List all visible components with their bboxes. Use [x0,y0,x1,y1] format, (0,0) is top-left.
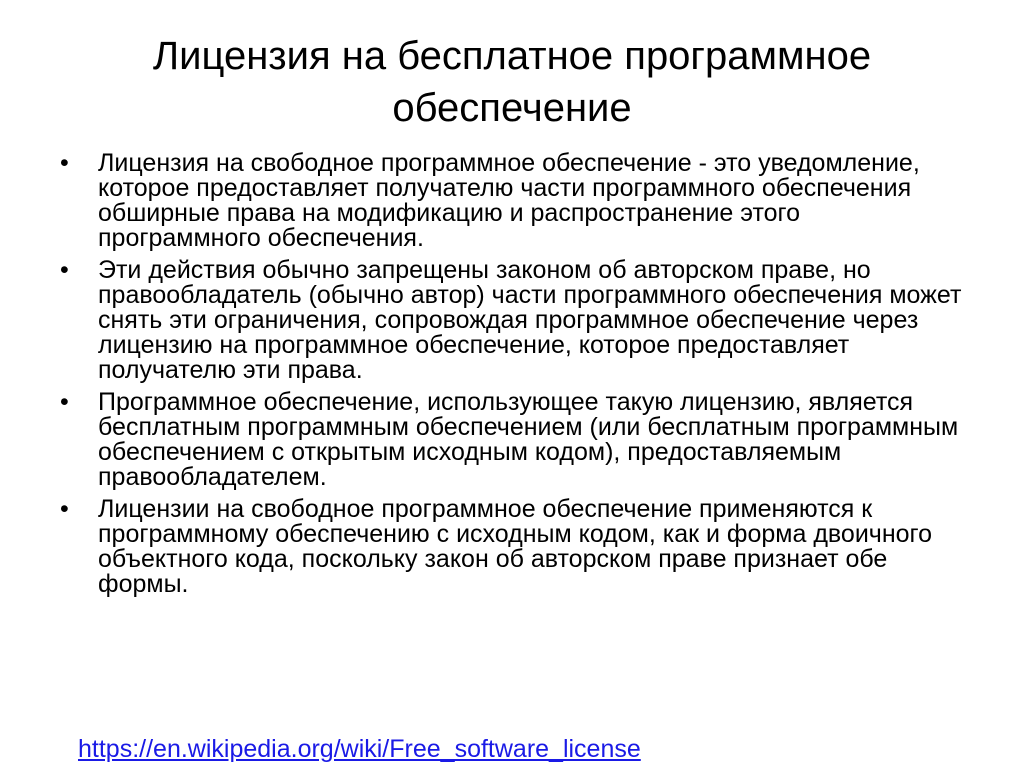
bullet-icon: • [60,256,69,284]
bullet-icon: • [60,495,69,523]
bullet-text: Программное обеспечение, использующее такую лицензию, является бесплатным программным обеспечением (или бесплатным программным обеспечением с открытым исходным кодом), предоставляемым правообладателем. [98,388,959,491]
bullet-text: Лицензия на свободное программное обеспечение - это уведомление, которое предоставляет получателю части программного обеспечения обширные права на модификацию и распространение этого программного обеспечения. [98,149,920,252]
bullet-icon: • [60,388,69,416]
bullet-item-4 [60,497,965,597]
bullet-item-2 [60,258,965,383]
bullet-list [60,151,965,604]
bullet-item-3 [60,390,965,490]
bullet-text: Эти действия обычно запрещены законом об авторском праве, но правообладатель (обычно автор) части программного обеспечения может снять эти ограничения, сопровождая программное обеспечение через лицензию на программное обеспечение, которое предоставляет получателю эти права. [98,256,962,384]
bullet-icon: • [60,149,69,177]
source-link[interactable]: https://en.wikipedia.org/wiki/Free_software_license [78,735,641,763]
slide-title: Лицензия на бесплатное программное обеспечение [152,34,872,130]
bullet-item-1 [60,151,965,251]
bullet-text: Лицензии на свободное программное обеспечение применяются к программному обеспечению с исходным кодом, как и форма двоичного объектного кода, поскольку закон об авторском праве признает обе формы. [98,495,933,598]
